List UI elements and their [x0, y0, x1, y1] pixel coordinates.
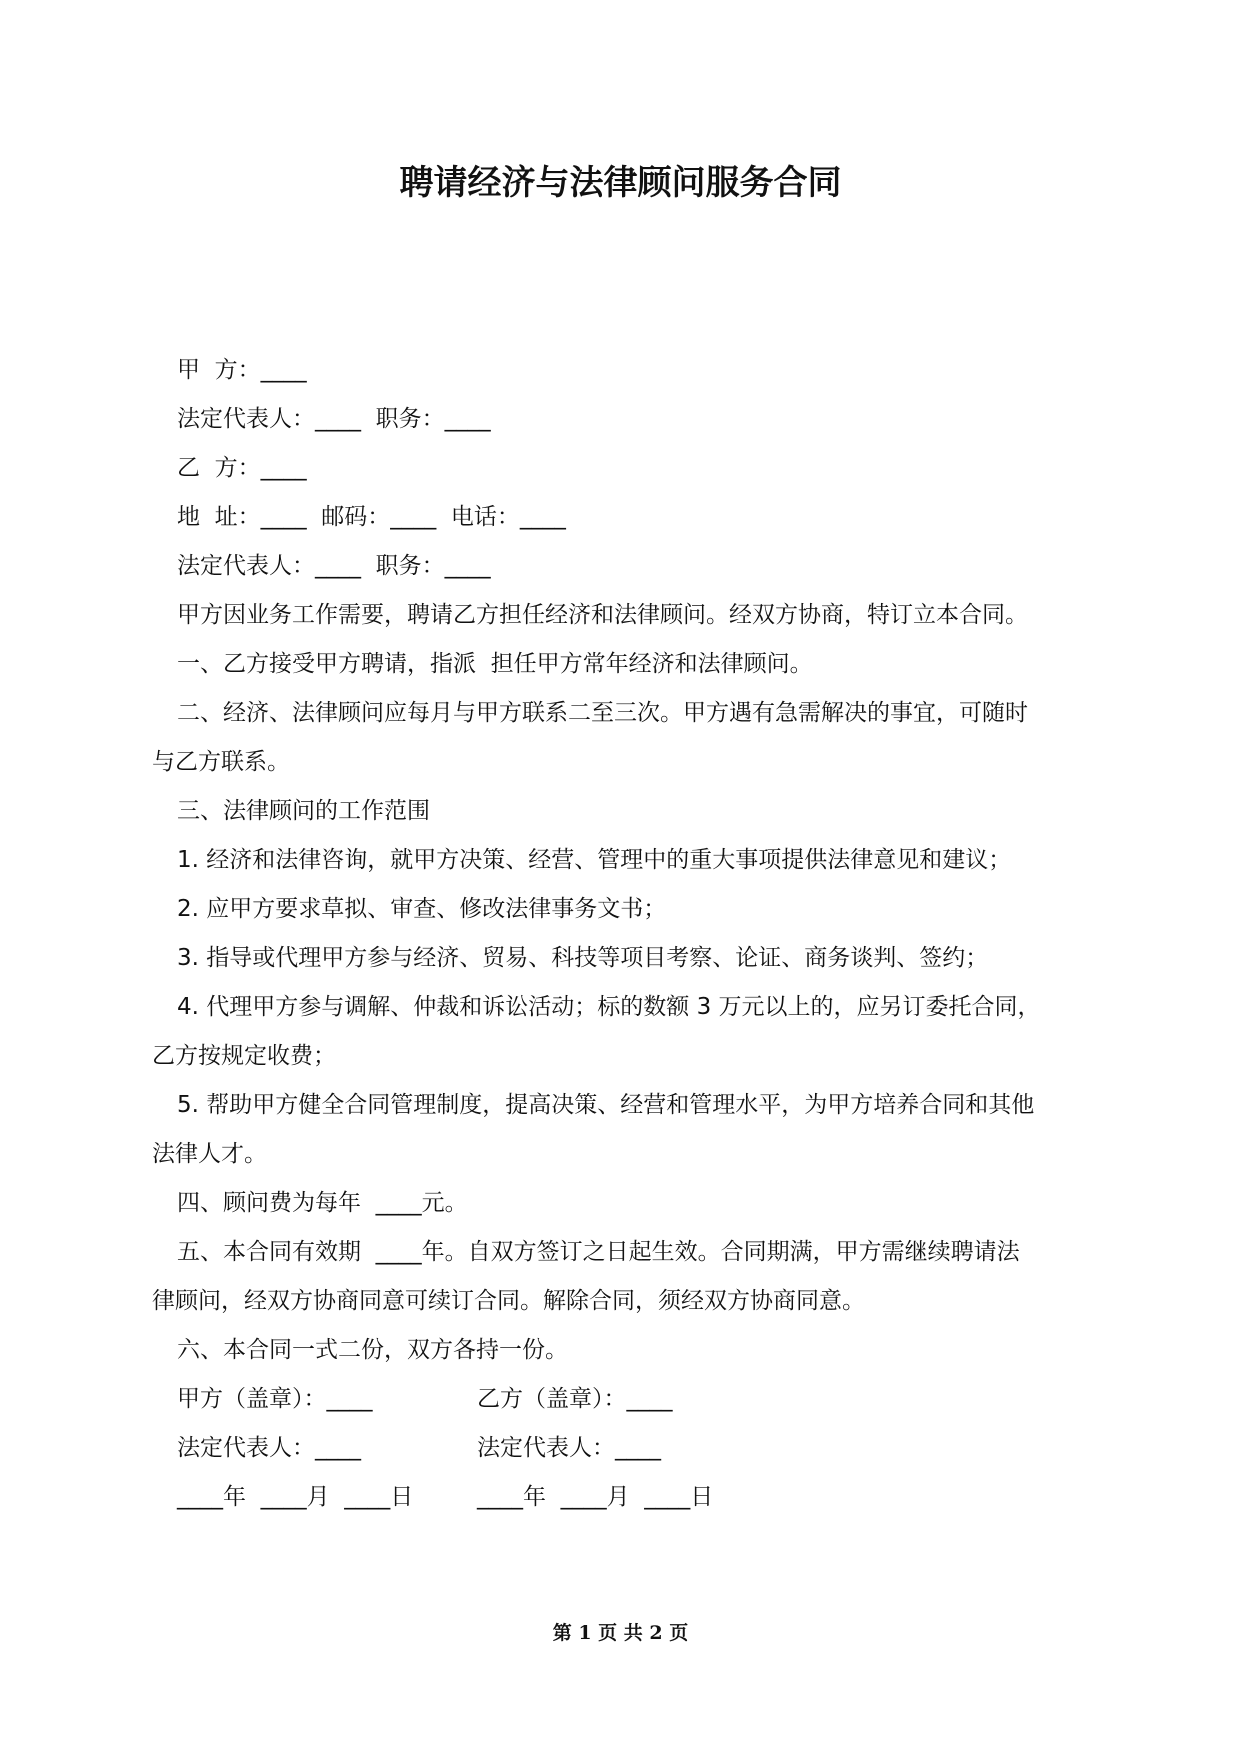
clause-paragraph	[152, 934, 1112, 983]
clause-line: 甲方因业务工作需要，聘请乙方担任经济和法律顾问。经双方协商，特订立本合同。	[177, 602, 1028, 628]
clause-paragraph	[152, 1228, 1112, 1326]
clause-paragraph	[152, 787, 1112, 836]
clause-paragraph	[152, 640, 1112, 689]
signature-party-a: 法定代表人：____	[177, 1435, 361, 1461]
clause-paragraph	[152, 1179, 1112, 1228]
clause-paragraph	[152, 836, 1112, 885]
clause-line: 与乙方联系。	[152, 749, 290, 775]
clause-line: 五、本合同有效期 ____年。自双方签订之日起生效。合同期满，甲方需继续聘请法	[177, 1239, 1020, 1265]
clause-line: 律顾问，经双方协商同意可续订合同。解除合同，须经双方协商同意。	[152, 1288, 865, 1314]
party-line: 法定代表人：____ 职务：____	[177, 553, 491, 579]
clause-line: 二、经济、法律顾问应每月与甲方联系二至三次。甲方遇有急需解决的事宜，可随时	[177, 700, 1028, 726]
signature-row	[152, 1473, 1112, 1522]
signature-block	[152, 1375, 1112, 1522]
clause-line: 2. 应甲方要求草拟、审查、修改法律事务文书；	[177, 896, 667, 922]
party-line: 地 址：____ 邮码：____ 电话：____	[177, 504, 566, 530]
clause-paragraph	[152, 1326, 1112, 1375]
document-title: 聘请经济与法律顾问服务合同	[399, 163, 842, 203]
clause-line: 5. 帮助甲方健全合同管理制度，提高决策、经营和管理水平，为甲方培养合同和其他	[177, 1092, 1035, 1118]
signature-party-a: ____年 ____月 ____日	[177, 1484, 414, 1510]
signature-party-b: 乙方（盖章）：____	[477, 1386, 673, 1412]
clause-line: 3. 指导或代理甲方参与经济、贸易、科技等项目考察、论证、商务谈判、签约；	[177, 945, 989, 971]
signature-party-b: ____年 ____月 ____日	[477, 1484, 714, 1510]
party-line: 甲 方：____	[177, 357, 307, 383]
clause-line: 三、法律顾问的工作范围	[177, 798, 430, 824]
clause-line: 六、本合同一式二份，双方各持一份。	[177, 1337, 568, 1363]
party-line: 乙 方：____	[177, 455, 307, 481]
parties-block	[152, 346, 1112, 591]
clause-paragraph	[152, 1081, 1112, 1179]
signature-row	[152, 1375, 1112, 1424]
clause-line: 1. 经济和法律咨询，就甲方决策、经营、管理中的重大事项提供法律意见和建议；	[177, 847, 1012, 873]
contract-body	[152, 346, 1112, 1522]
clause-line: 4. 代理甲方参与调解、仲裁和诉讼活动；标的数额 3 万元以上的，应另订委托合同，	[177, 994, 1041, 1020]
clause-line: 法律人才。	[152, 1141, 267, 1167]
clauses-block	[152, 591, 1112, 1375]
clause-line: 一、乙方接受甲方聘请，指派 担任甲方常年经济和法律顾问。	[177, 651, 813, 677]
page-number: 第 1 页 共 2 页	[552, 1622, 689, 1644]
clause-line: 四、顾问费为每年 ____元。	[177, 1190, 468, 1216]
signature-party-a: 甲方（盖章）：____	[177, 1386, 373, 1412]
clause-paragraph	[152, 983, 1112, 1081]
clause-paragraph	[152, 885, 1112, 934]
signature-party-b: 法定代表人：____	[477, 1435, 661, 1461]
signature-row	[152, 1424, 1112, 1473]
clause-paragraph	[152, 689, 1112, 787]
clause-line: 乙方按规定收费；	[152, 1043, 336, 1069]
party-line: 法定代表人：____ 职务：____	[177, 406, 491, 432]
clause-paragraph	[152, 591, 1112, 640]
